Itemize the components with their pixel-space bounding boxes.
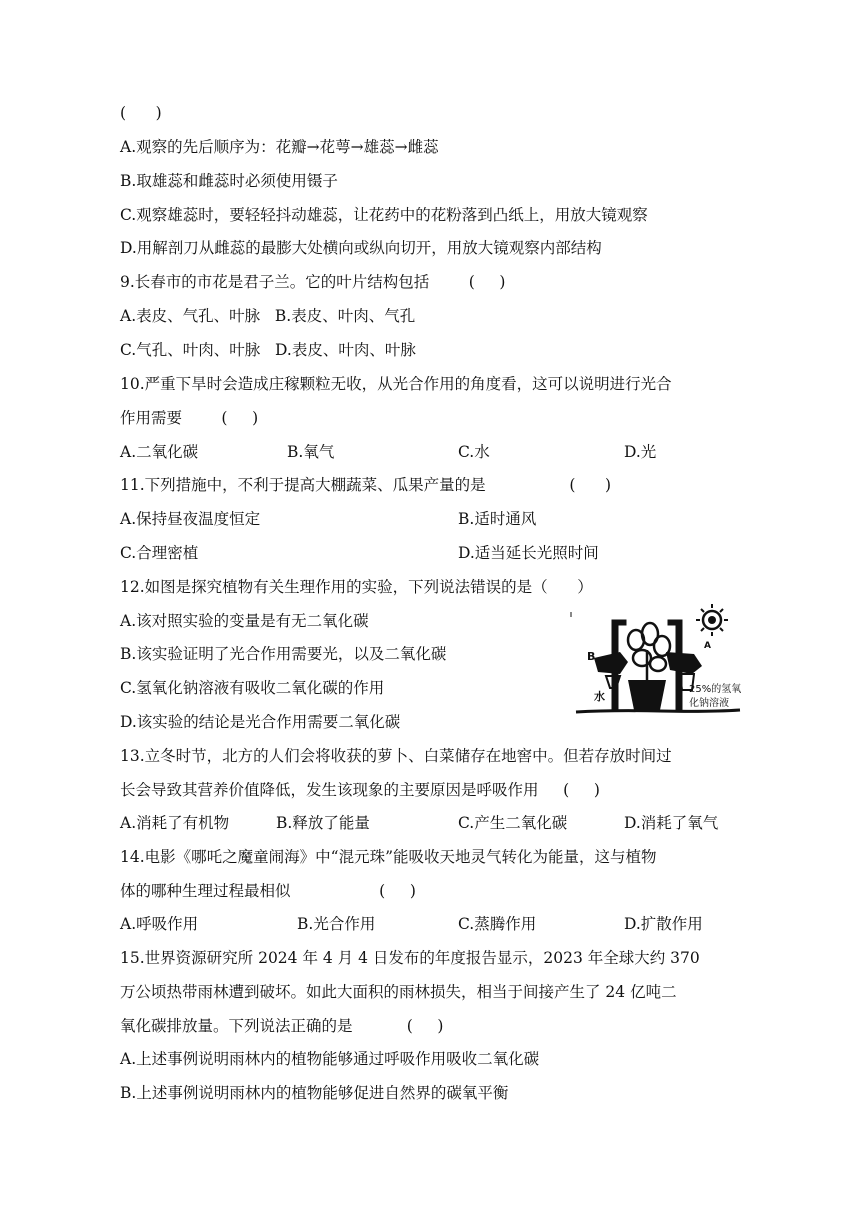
q13-stem-line1: 13.立冬时节，北方的人们会将收获的萝卜、白菜储存在地窖中。但若存放时间过	[120, 747, 672, 765]
figure-label-b: B	[587, 650, 596, 663]
q8-answer-bracket: ( )	[120, 104, 162, 122]
flower-pot	[628, 680, 666, 710]
q9-stem: 9.长春市的市花是君子兰。它的叶片结构包括 ( )	[120, 273, 506, 291]
q10-option-a: A.二氧化碳	[120, 443, 199, 461]
q8-option-b: B.取雄蕊和雌蕊时必须使用镊子	[120, 172, 338, 190]
q13-option-b: B.释放了能量	[276, 814, 370, 832]
q13-option-a: A.消耗了有机物	[120, 814, 230, 832]
q14-option-c: C.蒸腾作用	[458, 915, 537, 933]
q13-stem-line2: 长会导致其营养价值降低，发生该现象的主要原因是呼吸作用 ( )	[120, 781, 600, 799]
q11-option-c: C.合理密植	[120, 544, 199, 562]
q15-stem-line3: 氧化碳排放量。下列说法正确的是 ( )	[120, 1017, 444, 1035]
q10-stem-line1: 10.严重下旱时会造成庄稼颗粒无收，从光合作用的角度看，这可以说明进行光合	[120, 375, 672, 393]
q8-option-d: D.用解剖刀从雌蕊的最膨大处横向或纵向切开，用放大镜观察内部结构	[120, 239, 602, 257]
q10-stem-line2: 作用需要 ( )	[120, 409, 259, 427]
figure-label-water: 水	[594, 690, 605, 703]
figure-label-a: A	[704, 641, 711, 651]
q12-option-a: A.该对照实验的变量是有无二氧化碳	[120, 612, 369, 630]
q15-stem-line2: 万公顷热带雨林遭到破坏。如此大面积的雨林损失，相当于间接产生了 24 亿吨二	[120, 983, 677, 1001]
q14-option-a: A.呼吸作用	[120, 915, 199, 933]
q15-option-b: B.上述事例说明雨林内的植物能够促进自然界的碳氧平衡	[120, 1084, 509, 1102]
q14-option-d: D.扩散作用	[624, 915, 703, 933]
q14-option-b: B.光合作用	[297, 915, 376, 933]
q11-option-d: D.适当延长光照时间	[458, 544, 599, 562]
q11-option-a: A.保持昼夜温度恒定	[120, 510, 261, 528]
q14-stem-line1: 14.电影《哪吒之魔童闹海》中“混元珠”能吸收天地灵气转化为能量，这与植物	[120, 848, 657, 866]
q10-option-b: B.氧气	[287, 443, 335, 461]
q14-stem-line2: 体的哪种生理过程最相似 ( )	[120, 882, 416, 900]
sun-icon	[696, 604, 728, 636]
q8-option-a: A.观察的先后顺序为：花瓣→花萼→雄蕊→雌蕊	[120, 138, 439, 156]
q10-option-d: D.光	[624, 443, 657, 461]
q13-option-c: C.产生二氧化碳	[458, 814, 568, 832]
q8-option-c: C.观察雄蕊时，要轻轻抖动雄蕊，让花药中的花粉落到凸纸上，用放大镜观察	[120, 206, 648, 224]
q11-stem: 11.下列措施中，不利于提高大棚蔬菜、瓜果产量的是 ( )	[120, 476, 612, 494]
figure-label-solution-line2: 化钠溶液	[689, 698, 729, 709]
jar-a	[666, 652, 702, 674]
q12-stem: 12.如图是探究植物有关生理作用的实验，下列说法错误的是（ ）	[120, 578, 593, 596]
q12-option-d: D.该实验的结论是光合作用需要二氧化碳	[120, 713, 401, 731]
q9-options-row1: A.表皮、气孔、叶脉 B.表皮、叶肉、气孔	[120, 307, 416, 325]
q11-option-b: B.适时通风	[458, 510, 537, 528]
q9-options-row2: C.气孔、叶肉、叶脉 D.表皮、叶肉、叶脉	[120, 341, 416, 359]
q12-option-b: B.该实验证明了光合作用需要光，以及二氧化碳	[120, 645, 447, 663]
q12-option-c: C.氢氧化钠溶液有吸收二氧化碳的作用	[120, 679, 385, 697]
q15-stem-line1: 15.世界资源研究所 2024 年 4 月 4 日发布的年度报告显示，2023 年全球大约 370	[120, 949, 700, 967]
figure-label-solution-line1: 25%的氢氧	[689, 684, 742, 695]
plant-experiment-figure	[570, 600, 742, 722]
q10-option-c: C.水	[458, 443, 490, 461]
plant-leaves	[628, 623, 670, 680]
q15-option-a: A.上述事例说明雨林内的植物能够通过呼吸作用吸收二氧化碳	[120, 1050, 540, 1068]
q13-option-d: D.消耗了氧气	[624, 814, 719, 832]
jar-b	[594, 652, 628, 674]
